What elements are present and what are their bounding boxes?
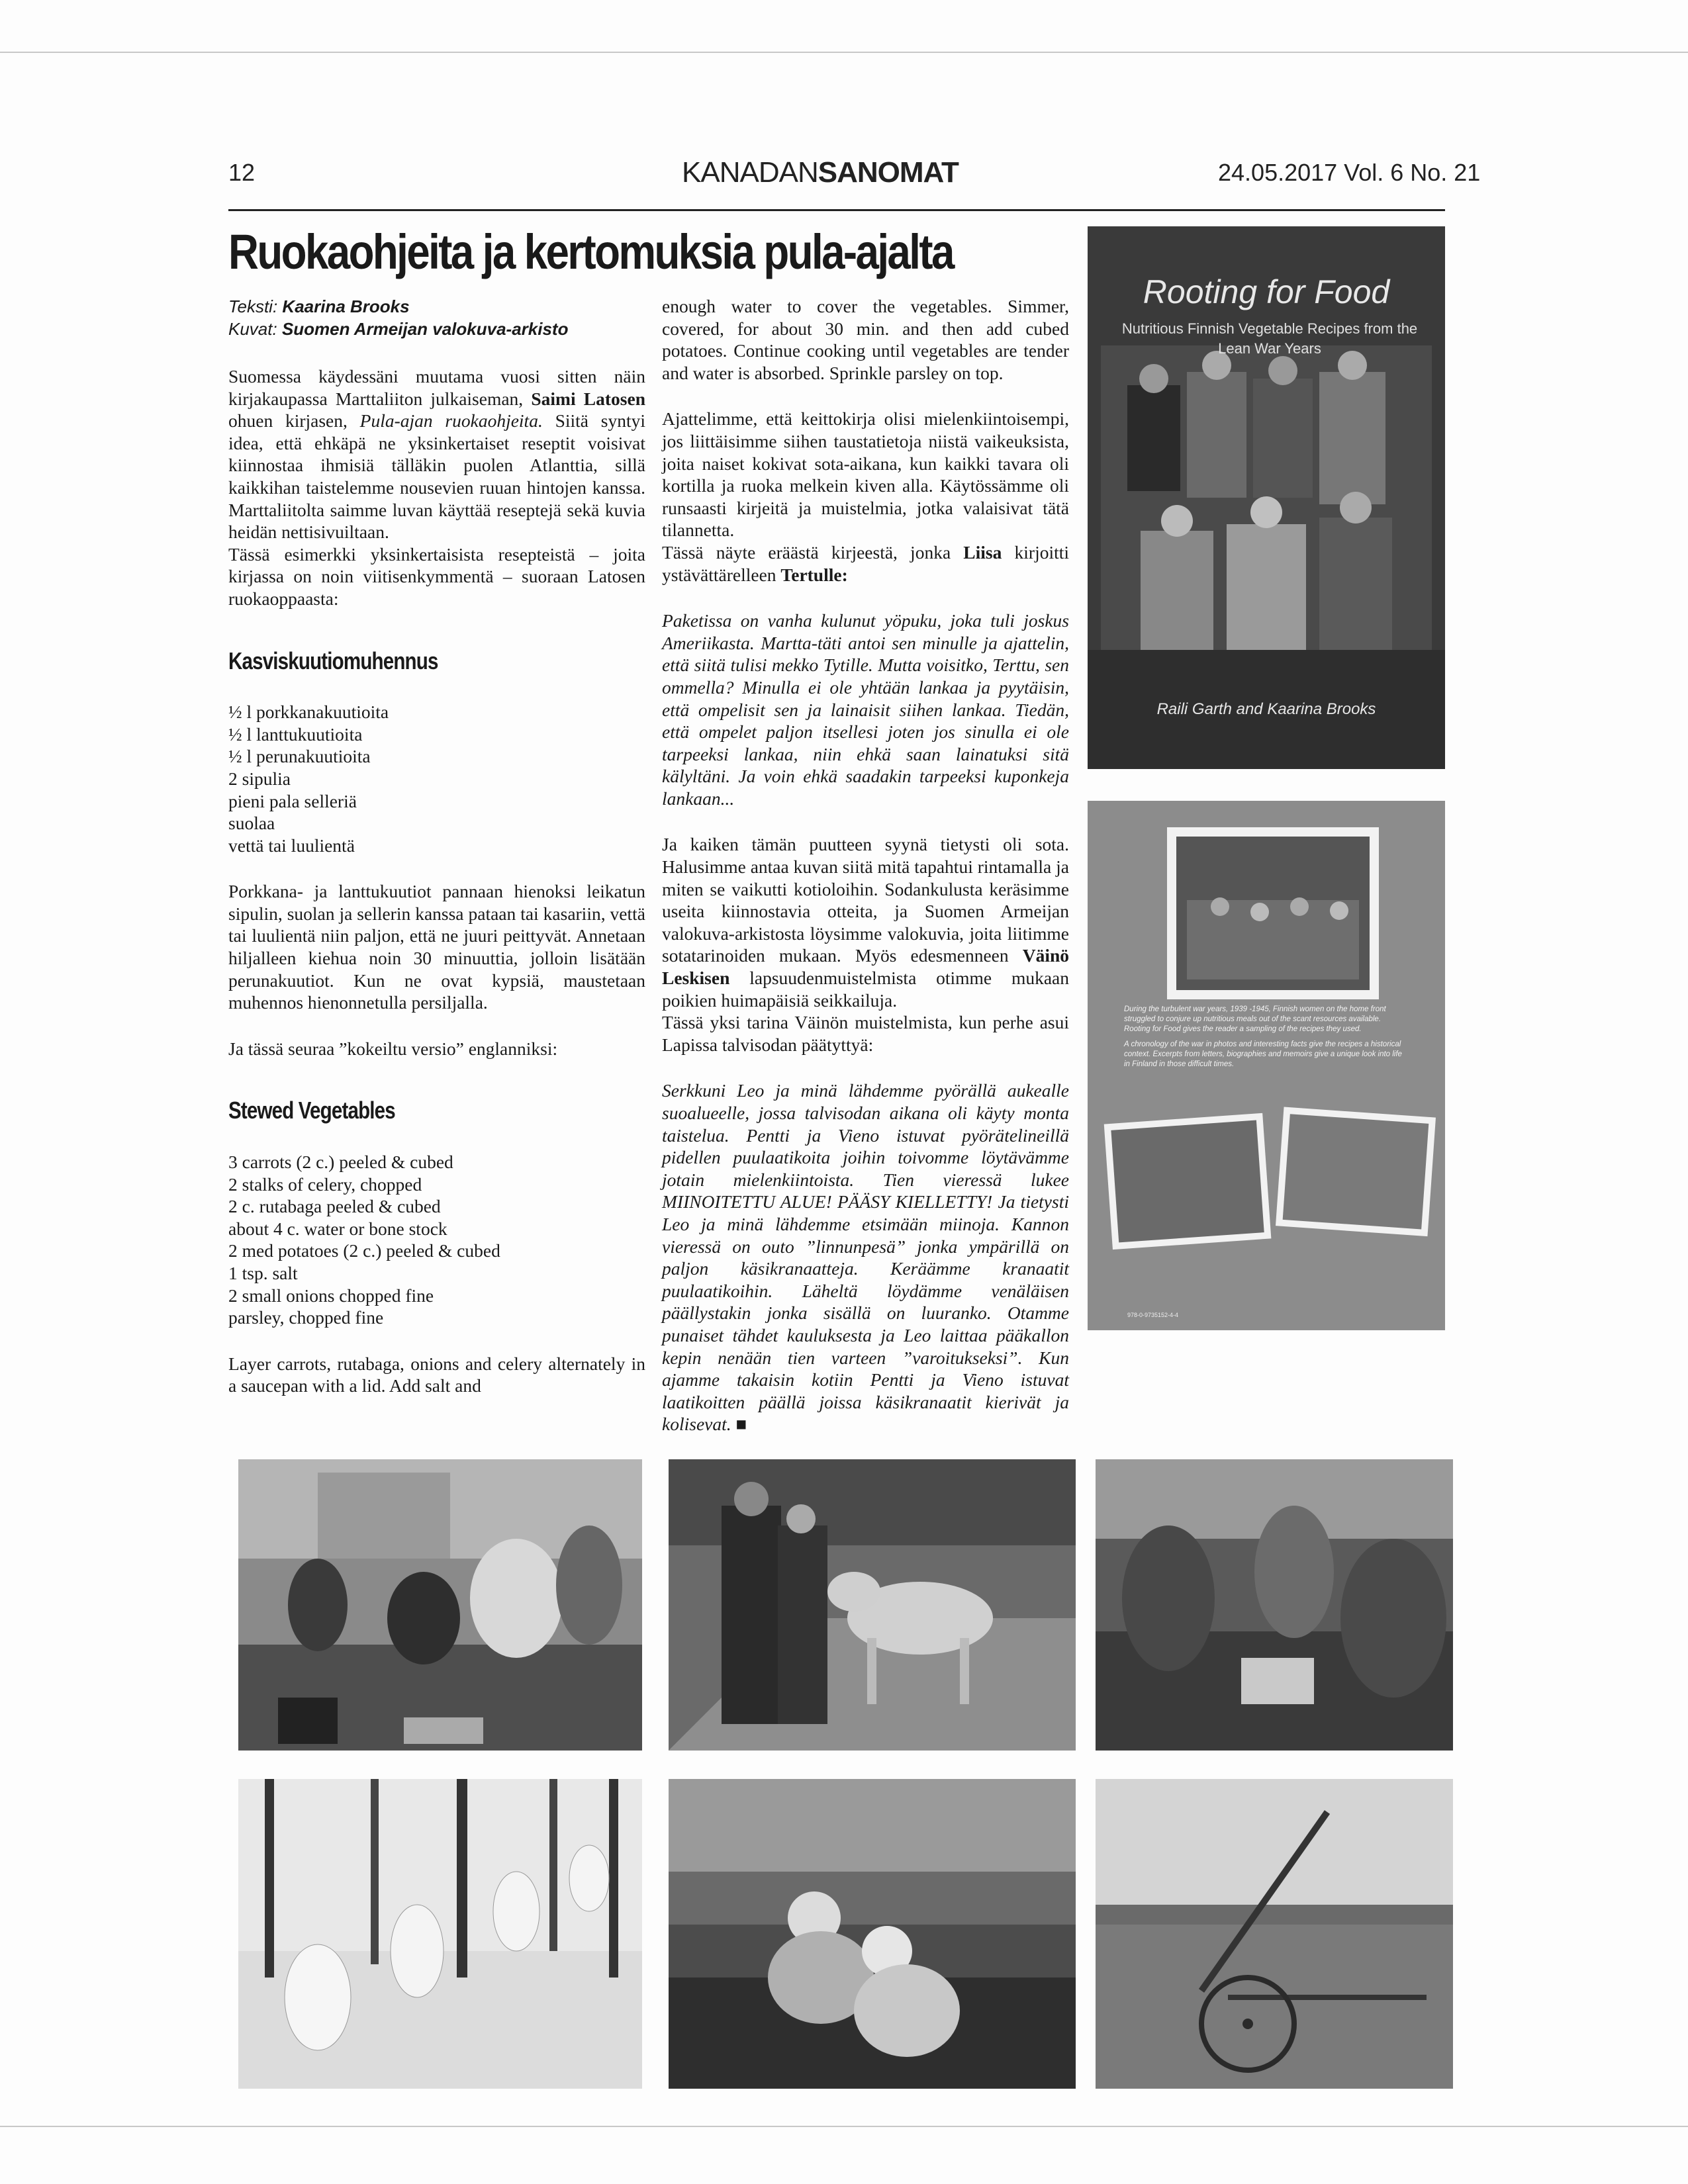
- isbn: 978-0-9735152-4-4: [1127, 1312, 1179, 1318]
- page-number: 12: [228, 159, 256, 186]
- photo-women-harvesting: [238, 1459, 642, 1751]
- photo-ski-troops-image: [238, 1779, 642, 2089]
- ingredient: suolaa: [228, 813, 275, 834]
- photo-soldier-cows-image: [669, 1459, 1076, 1751]
- column-2: [662, 295, 1069, 1459]
- photo-mowing-machine: [1096, 1779, 1453, 2089]
- ingredient: about 4 c. water or bone stock: [228, 1218, 447, 1239]
- photo-children-garden: [669, 1779, 1076, 2089]
- name-tertulle: Tertulle:: [780, 564, 848, 585]
- issue-date: 24.05.2017 Vol. 6 No. 21: [1218, 159, 1481, 186]
- recipe-en-title: Stewed Vegetables: [228, 1097, 395, 1124]
- column-1: [228, 295, 645, 1421]
- recipe-en-method-1: Layer carrots, rutabaga, onions and celery alternately in a saucepan with a lid. Add salt and: [228, 1353, 645, 1396]
- recipe-en-ingredients: [228, 1151, 645, 1329]
- intro-paragraph: Suomessa käydessäni muutama vuosi sitten näin kirjakaupassa Marttaliiton julkaiseman, Saimi Latosen ohuen kirjasen, Pula-ajan ruokaohjeita. Siitä syntyi idea, että ehkäpä ne yksinkertaiset reseptit voisivat kiinnostaa ihmisiä tälläkin puolen Atlanttia, sillä kaikkihan taistelemme nousevien ruuan hintojen kanssa. Marttaliitolta saimme luvan käyttää reseptejä sekä kuvia heidän nettisivuiltaan.: [228, 366, 646, 543]
- letter-excerpt: Paketissa on vanha kulunut yöpuku, joka tuli joskus Ameriikasta. Martta-täti antoi sen minulle ja ajattelin, että siitä tulisi mekko Tytille. Mutta voisitko, Terttu, sen ommella? Minulla ei ole yhtään lankaa ja pyytäisin, että ompelisit sen ja lainaisit siihen lankaa. Tiedän, että ompelet paljon itsellesi joten jos sinulla ei ole tarpeeksi lankaa, niin ehkä saan lainatuksi sitä kälyltäni. Ja voin ehkä saadakin tarpeeksi kuponkeja lankaan...: [662, 610, 1069, 809]
- masthead: [682, 156, 959, 189]
- photo-children-garden-image: [669, 1779, 1076, 2089]
- byline-text-name: Kaarina Brooks: [282, 296, 410, 316]
- name-liisa: Liisa: [963, 541, 1002, 563]
- cover-authors: Raili Garth and Kaarina Brooks: [1156, 700, 1376, 718]
- name-vaino: Väinö Leskisen: [662, 945, 1070, 989]
- war-paragraph-2: Tässä yksi tarina Väinön muistelmista, kun perhe asui Lapissa talvisodan päätyttyä:: [662, 1012, 1069, 1055]
- ingredient: vettä tai luulientä: [228, 835, 355, 856]
- bottom-edge: [0, 2126, 1688, 2127]
- ingredient: ½ l perunakuutioita: [228, 746, 371, 767]
- byline-photo: [228, 318, 645, 340]
- intro-paragraph-2: Tässä esimerkki yksinkertaisista resepteistä – joita kirjassa on noin viitisenkymmentä – suoraan Latosen ruokaoppaasta:: [228, 543, 645, 609]
- byline-photo-name: Suomen Armeijan valokuva-arkisto: [281, 319, 569, 339]
- byline-text: [228, 295, 645, 318]
- end-mark: ■: [735, 1414, 747, 1435]
- header-rule: [228, 209, 1445, 211]
- ingredient: 2 c. rutabaga peeled & cubed: [228, 1196, 441, 1217]
- ingredient: ½ l lanttukuutioita: [228, 723, 363, 745]
- ingredient: 2 stalks of celery, chopped: [228, 1173, 422, 1195]
- cover-title: Rooting for Food: [1143, 273, 1390, 310]
- ingredient: pieni pala selleriä: [228, 790, 357, 811]
- ingredient: parsley, chopped fine: [228, 1307, 384, 1328]
- cover-subtitle: Nutritious Finnish Vegetable Recipes from the Lean War Years: [1121, 320, 1418, 357]
- ingredient: 3 carrots (2 c.) peeled & cubed: [228, 1152, 453, 1173]
- recipe-en-method-2: enough water to cover the vegetables. Simmer, covered, for about 30 min. and then add cubed potatoes. Continue cooking until vegetables are tender and water is absorbed. Sprinkle parsley on top.: [662, 296, 1069, 383]
- war-paragraph: Ja kaiken tämän puutteen syynä tietysti oli sota. Halusimme antaa kuvan siitä mitä tapahtui rintamalla ja miten se vaikutti kotioloihin. Sodankulusta keräsimme useita kiinnostavia otteita, ja Suomen Armeijan valokuva-arkistosta löysimme valokuvia, joita liitimme sotatarinoiden mukaan. Myös edesmenneen Väinö Leskisen lapsuudenmuistelmista otimme mukaan poikien huimapäisiä seikkailuja.: [662, 834, 1070, 1011]
- byline-text-label: Teksti:: [228, 296, 278, 316]
- recipe-fi-ingredients: [228, 701, 645, 856]
- photo-soldier-cows: [669, 1459, 1076, 1751]
- english-intro: Ja tässä seuraa ”kokeiltu versio” englanniksi:: [228, 1038, 558, 1059]
- back-blurb-1: During the turbulent war years, 1939 -1945, Finnish women on the home front struggled to conjure up nutritious meals out of the scant resources available. Rooting for Food gives the reader a sampling of the recipes they used.: [1124, 1005, 1386, 1033]
- book-title: Pula-ajan ruokaohjeita.: [359, 410, 543, 432]
- byline-photo-label: Kuvat:: [228, 319, 277, 339]
- ingredient: 2 small onions chopped fine: [228, 1285, 434, 1306]
- recipe-fi-method: Porkkana- ja lanttukuutiot pannaan hienoksi leikatun sipulin, suolan ja sellerin kanssa pataan tai kasariin, vettä tai luulientä niin paljon, että ne juuri peittyvät. Annetaan hiljalleen kiehua noin 30 minuuttia, jolloin lisätään perunakuutiot. Kun ne ovat kypsiä, maustetaan muhennos hienonnetulla persiljalla.: [228, 881, 645, 1013]
- photo-women-harvesting-image: [238, 1459, 642, 1751]
- back-blurb: [1124, 1005, 1409, 1069]
- photo-mowing-machine-image: [1096, 1779, 1453, 2089]
- letter-intro: Tässä näyte eräästä kirjeestä, jonka Liisa kirjoitti ystävättärelleen Tertulle:: [662, 541, 1070, 585]
- photo-soldiers-digging: [1096, 1459, 1453, 1751]
- photo-soldiers-digging-image: [1096, 1459, 1453, 1751]
- masthead-bold: SANOMAT: [818, 156, 959, 189]
- scan-edge: [0, 52, 1688, 53]
- photo-ski-troops: [238, 1779, 642, 2089]
- back-blurb-2: A chronology of the war in photos and interesting facts give the recipes a historical context. Excerpts from letters, biographies and memoirs give a unique look into life in Finland in those difficult times.: [1124, 1040, 1402, 1068]
- author-name: Saimi Latosen: [531, 388, 646, 409]
- ingredient: 1 tsp. salt: [228, 1263, 298, 1283]
- masthead-light: KANADAN: [682, 156, 818, 189]
- recipe-fi-title: Kasviskuutiomuhennus: [228, 647, 438, 674]
- ingredient: 2 med potatoes (2 c.) peeled & cubed: [228, 1240, 500, 1261]
- mid-paragraph: Ajattelimme, että keittokirja olisi mielenkiintoisempi, jos liittäisimme siihen taustatietoja niistä vaikeuksista, joita naiset kokivat sota-aikana, kun kaikki tavara oli kortilla ja ruoka melkein kiven alla. Käytössämme oli runsaasti kirjeitä ja muistelmia, jotka valaisivat tätä tilannetta.: [662, 408, 1069, 541]
- ingredient: ½ l porkkanakuutioita: [228, 702, 389, 723]
- book-cover: [1088, 226, 1445, 769]
- ingredient: 2 sipulia: [228, 768, 291, 789]
- headline: Ruokaohjeita ja kertomuksia pula-ajalta: [228, 224, 953, 279]
- story-excerpt: Serkkuni Leo ja minä lähdemme pyörällä aukealle suoalueelle, jossa talvisodan aikana oli käyty monta taistelua. Pentti ja Vieno istuvat pyörätelineillä pidellen puulaatikoita joihin toivomme löytävämme jotain mielenkiintoista. Tien vieressä lukee MIINOITETTU ALUE! PÄÄSY KIELLETTY! Ja tietysti Leo ja minä lähdemme etsimään miinoja. Kannon vieressä on outo ”linnunpesä” jonka ympärillä on paljon käsikranaatteja. Keräämme kranaatit puulaatikoihin. Läheltä löydämme venäläisen päällystakin jonka sisällä on luuranko. Otamme punaiset tähdet kauluksesta ja Leo laittaa pääkallon kepin nenään tien varteen ”varoitukseksi”. Kun ajamme takaisin kotiin Pentti ja Vieno istuvat laatikoitten päällä joissa käsikranaatit kierivät ja kolisevat. ■: [662, 1080, 1069, 1435]
- book-back-cover: [1088, 801, 1445, 1330]
